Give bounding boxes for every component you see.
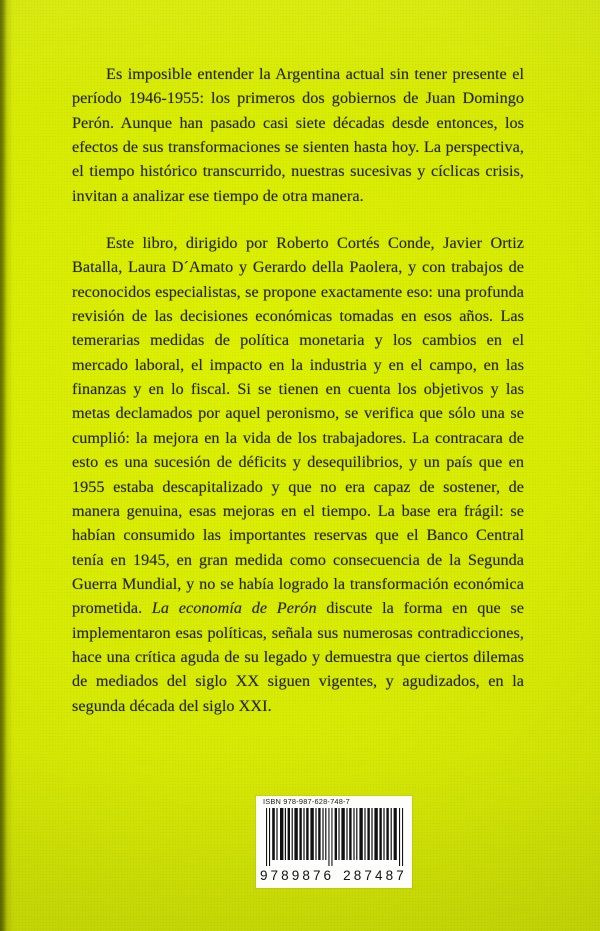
barcode-right-group: 287487: [343, 867, 407, 883]
isbn-label: ISBN 978-987-628-748-7: [263, 797, 350, 806]
book-title-mention: La economía de Perón: [151, 599, 317, 618]
blurb-paragraph-2-part-2: discute la forma en que se implementaron esas políticas, señala sus numerosas contradicciones, hace una crítica aguda de su legado y demuestra que ciertos dilemas de mediados del siglo XX siguen vigentes, y agudizados, en la segunda década del siglo XXI.: [72, 599, 524, 715]
back-cover-blurb: [72, 62, 524, 718]
isbn-barcode-block: [256, 796, 412, 888]
barcode-bars-icon: [265, 808, 405, 866]
blurb-paragraph-1: Es imposible entender la Argentina actual sin tener presente el período 1946-1955: los primeros dos gobiernos de Juan Domingo Perón. Aunque han pasado casi siete décadas desde entonces, los efectos de sus transformaciones se sienten hasta hoy. La perspectiva, el tiempo histórico transcurrido, nuestras sucesivas y cíclicas crisis, invitan a analizar ese tiempo de otra manera.: [72, 65, 524, 205]
barcode-left-group: 789876: [270, 867, 335, 883]
barcode-lead-digit: 9: [260, 867, 268, 883]
blurb-paragraph-2: [72, 231, 524, 718]
barcode-digits: [256, 864, 412, 886]
blurb-paragraph-2-part-1: Este libro, dirigido por Roberto Cortés Conde, Javier Ortiz Batalla, Laura D´Amato y Gerardo della Paolera, y con trabajos de reconocidos especialistas, se propone exactamente eso: una profunda revisión de las decisiones económicas tomadas en esos años. Las temerarias medidas de política monetaria y los cambios en el mercado laboral, el impacto en la industria y en el campo, en las finanzas y en lo fiscal. Si se tienen en cuenta los objetivos y las metas declamados por aquel peronismo, se verifica que sólo una se cumplió: la mejora en la vida de los trabajadores. La contracara de esto es una sucesión de déficits y desequilibrios, y un país que en 1955 estaba descapitalizado y que no era capaz de sostener, de manera genuina, esas mejoras en el tiempo. La base era frágil: se habían consumido las importantes reservas que el Banco Central tenía en 1945, en gran medida como consecuencia de la Segunda Guerra Mundial, y no se había logrado la transformación económica prometida.: [72, 234, 524, 618]
